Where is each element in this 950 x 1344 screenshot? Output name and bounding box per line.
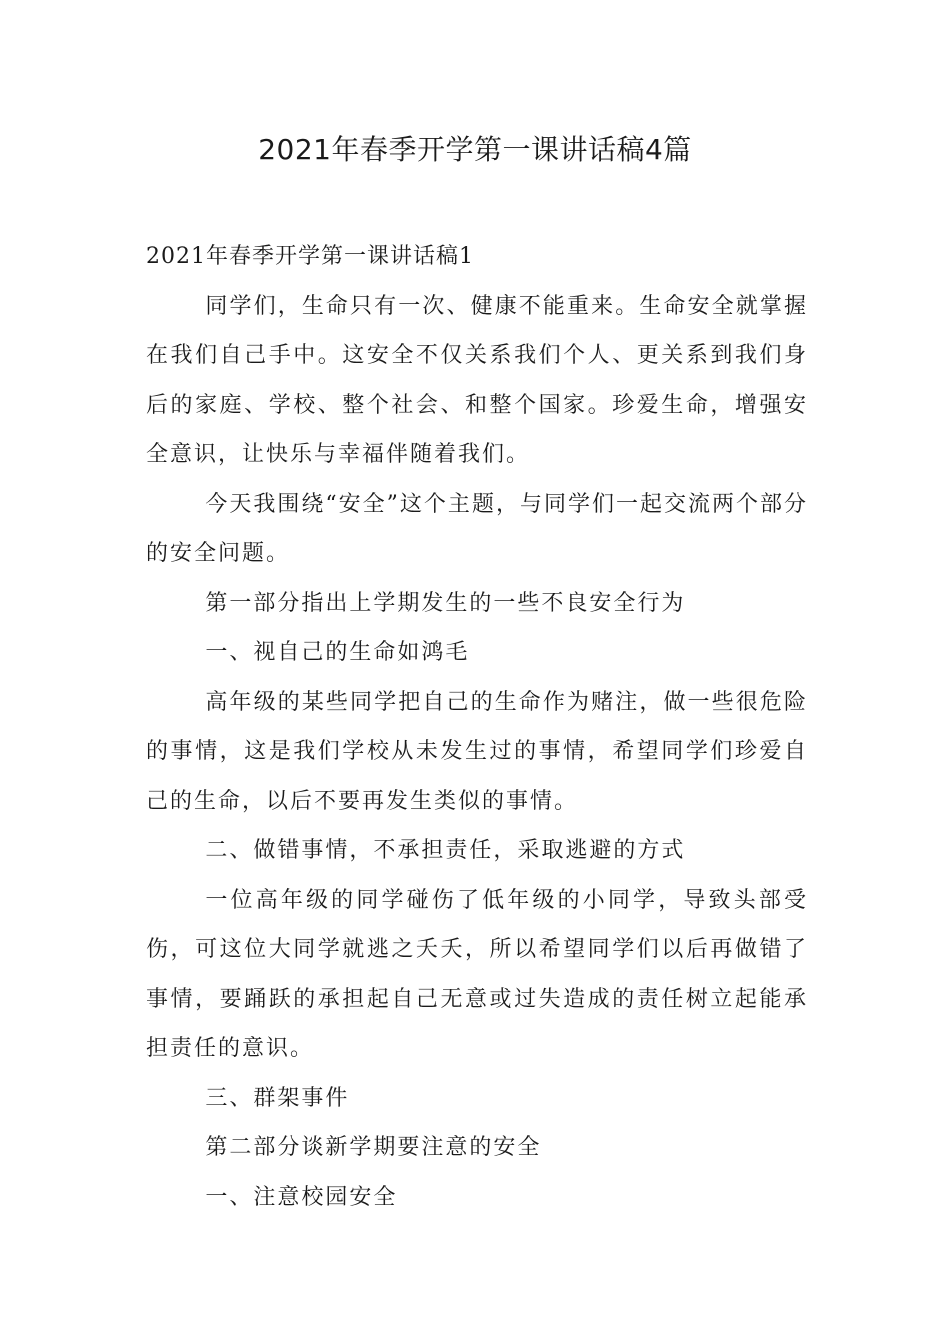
section-heading: 一、注意校园安全 [205,1184,398,1210]
section-heading: 三、群架事件 [205,1085,350,1111]
paragraph: 同学们，生命只有一次、健康不能重来。生命安全就掌握在我们自己手中。这安全不仅关系我们个人、更关系到我们身后的家庭、学校、整个社会、和整个国家。珍爱生命，增强安全意识，让快乐与幸福伴随着我们。 [146,293,808,467]
paragraph: 高年级的某些同学把自己的生命作为赌注，做一些很危险的事情，这是我们学校从未发生过的事情，希望同学们珍爱自己的生命，以后不要再发生类似的事情。 [146,689,808,814]
paragraph: 一位高年级的同学碰伤了低年级的小同学，导致头部受伤，可这位大同学就逃之夭夭，所以希望同学们以后再做错了事情，要踊跃的承担起自己无意或过失造成的责任树立起能承担责任的意识。 [146,887,808,1061]
section-heading: 二、做错事情，不承担责任，采取逃避的方式 [205,838,686,863]
section-heading: 第二部分谈新学期要注意的安全 [205,1135,542,1160]
document-body [146,232,808,1222]
paragraph: 今天我围绕“安全”这个主题，与同学们一起交流两个部分的安全问题。 [146,491,808,566]
section-heading: 第一部分指出上学期发生的一些不良安全行为 [205,590,686,616]
section-heading: 一、视自己的生命如鸿毛 [205,640,470,665]
document-title: 2021年春季开学第一课讲话稿4篇 [258,133,692,166]
section-subtitle: 2021年春季开学第一课讲话稿1 [146,244,474,269]
